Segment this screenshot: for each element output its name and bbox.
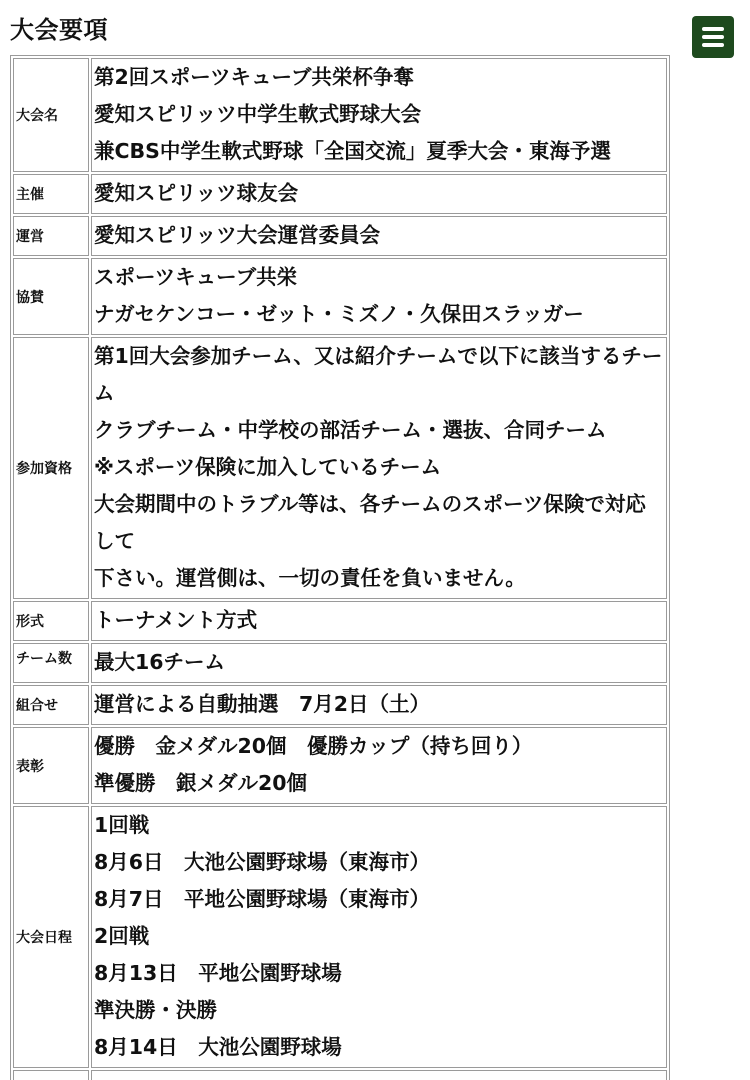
row-label: 形式 (13, 601, 89, 641)
row-label: 主催 (13, 174, 89, 214)
row-line: 第1回大会参加チーム、又は紹介チームで以下に該当するチーム (94, 344, 663, 405)
row-value (91, 1070, 667, 1080)
row-line: 1回戦 (94, 813, 150, 837)
row-line: 第2回スポーツキューブ共栄杯争奪 (94, 65, 414, 89)
row-line: 準優勝 銀メダル20個 (94, 771, 308, 795)
table-row-sponsors (13, 258, 667, 335)
row-label: 大会日程 (13, 806, 89, 1068)
row-value (91, 174, 667, 214)
row-line: 愛知スピリッツ大会運営委員会 (94, 223, 381, 247)
row-value (91, 337, 667, 599)
table-row-draw (13, 685, 667, 725)
table-row-eligibility (13, 337, 667, 599)
row-line: 8月7日 平地公園野球場（東海市） (94, 887, 431, 911)
row-line: 最大16チーム (94, 650, 226, 674)
row-line: ※スポーツ保険に加入しているチーム (94, 455, 442, 479)
row-line: 運営による自動抽選 7月2日（土） (94, 692, 431, 716)
row-line: 2回戦 (94, 924, 150, 948)
row-label: 大会名 (13, 58, 89, 172)
row-label: 組合せ (13, 685, 89, 725)
info-table-wrapper (10, 55, 670, 1080)
table-row-team-count (13, 643, 667, 683)
table-row-organizer (13, 174, 667, 214)
hamburger-icon-bar (702, 43, 724, 47)
row-value (91, 58, 667, 172)
hamburger-icon-bar (702, 35, 724, 39)
row-line: 優勝 金メダル20個 優勝カップ（持ち回り） (94, 734, 533, 758)
row-label: 協賛 (13, 258, 89, 335)
table-row-next (13, 1070, 667, 1080)
table-row-awards (13, 727, 667, 804)
row-value (91, 643, 667, 683)
row-line: 8月14日 大池公園野球場 (94, 1035, 342, 1059)
row-line: 8月13日 平地公園野球場 (94, 961, 342, 985)
row-value (91, 601, 667, 641)
row-line: クラブチーム・中学校の部活チーム・選抜、合同チーム (94, 418, 607, 442)
row-value (91, 806, 667, 1068)
table-row-tournament-name (13, 58, 667, 172)
row-line: 愛知スピリッツ中学生軟式野球大会 (94, 102, 422, 126)
row-line: トーナメント方式 (94, 608, 258, 632)
row-value (91, 216, 667, 256)
row-label: 表彰 (13, 727, 89, 804)
row-line: 下さい。運営側は、一切の責任を負いません。 (94, 566, 526, 590)
row-line: ナガセケンコー・ゼット・ミズノ・久保田スラッガー (94, 302, 584, 326)
row-line: スポーツキューブ共栄 (94, 265, 298, 289)
row-value (91, 685, 667, 725)
row-line: 愛知スピリッツ球友会 (94, 181, 299, 205)
row-label: 運営 (13, 216, 89, 256)
table-row-operation (13, 216, 667, 256)
row-line: 大会期間中のトラブル等は、各チームのスポーツ保険で対応して (94, 492, 646, 553)
row-label: 参加資格 (13, 337, 89, 599)
table-row-format (13, 601, 667, 641)
hamburger-icon (702, 27, 724, 31)
table-row-schedule (13, 806, 667, 1068)
row-line: 兼CBS中学生軟式野球「全国交流」夏季大会・東海予選 (94, 139, 611, 163)
info-table (10, 55, 670, 1080)
page-title: 大会要項 (10, 16, 108, 44)
row-value (91, 727, 667, 804)
row-value (91, 258, 667, 335)
row-line: 8月6日 大池公園野球場（東海市） (94, 850, 431, 874)
row-label (13, 1070, 89, 1080)
menu-button[interactable] (692, 16, 734, 58)
row-line: 準決勝・決勝 (94, 998, 217, 1022)
row-label: チーム数 (13, 643, 89, 683)
